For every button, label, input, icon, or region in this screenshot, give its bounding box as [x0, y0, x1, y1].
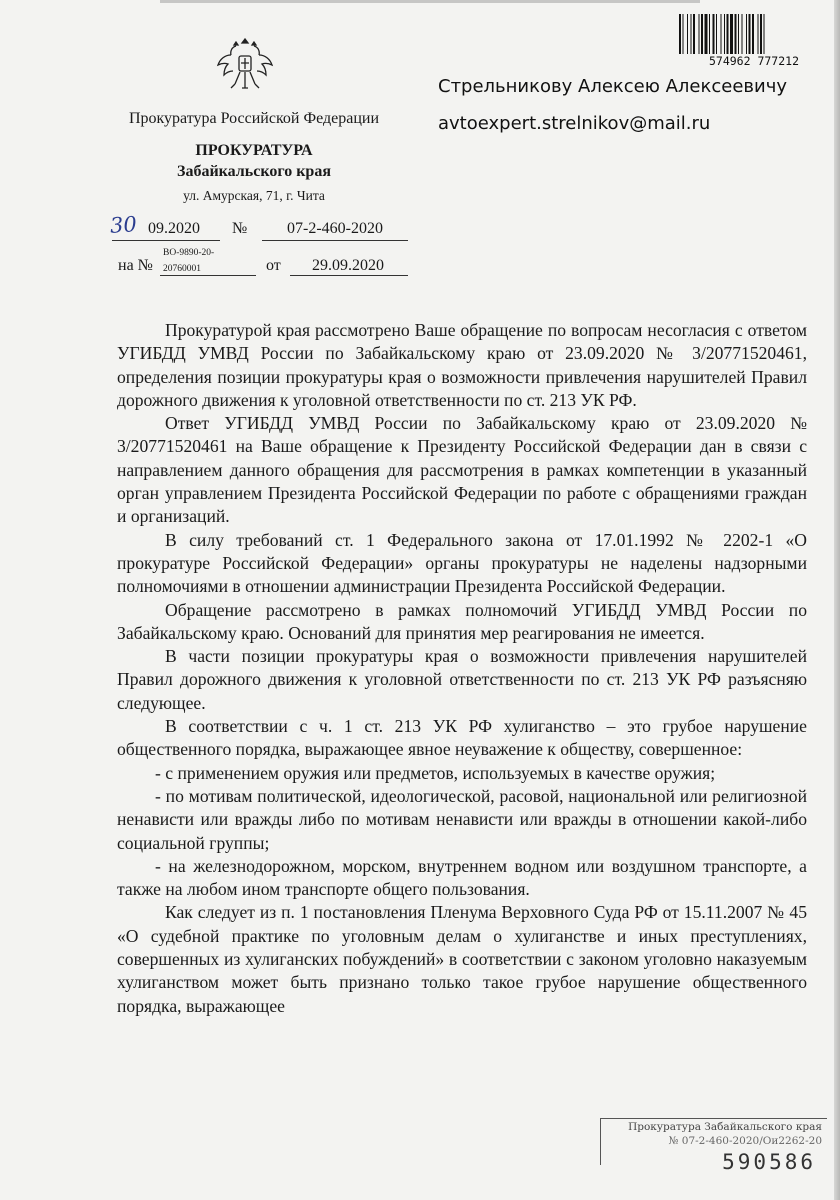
barcode-bar — [746, 14, 747, 54]
dept-title-line2: Забайкальского края — [177, 163, 331, 180]
barcode-bar — [705, 14, 708, 54]
reply-to-number — [163, 245, 253, 277]
body-paragraph: Прокуратурой края рассмотрено Ваше обращение по вопросам несогласия с ответом УГИБДД УМВД России по Забайкальскому краю от 23.09.2020 № 3/20771520461, определения позиции прокуратуры края о возможности привлечения нарушителей Правил дорожного движения к уголовной ответственности по ст. 213 УК РФ. — [117, 320, 807, 410]
body-paragraph: Как следует из п. 1 постановления Пленума Верховного Суда РФ от 15.11.2007 № 45 «О судебной практике по уголовным делам о хулиганстве и иных преступлениях, совершенных из хулиганских побуждений» в соответствии с законом уголовно наказуемым хулиганством может быть признано только такое грубое нарушение общественного порядка, выражающее — [117, 902, 807, 1016]
number-sign: № — [232, 220, 248, 237]
barcode-bar — [727, 14, 729, 54]
double-headed-eagle-emblem-icon — [214, 34, 276, 96]
stamp-number: № 07-2-460-2020/Ои2262-20 — [668, 1135, 822, 1147]
barcode-bar — [749, 14, 751, 54]
reply-to-date: 29.09.2020 — [312, 257, 384, 274]
barcode-bar — [709, 14, 710, 54]
date-underline — [112, 240, 220, 241]
barcode-bar — [730, 14, 733, 54]
body-paragraph: В силу требований ст. 1 Федерального закона от 17.01.1992 № 2202-1 «О прокуратуре Российской Федерации» органы прокуратуры не наделены надзорными полномочиями в отношении администрации Президента Российской Федерации. — [117, 529, 807, 597]
reply-to-prefix: на № — [118, 257, 153, 274]
reply-to-from: от — [266, 257, 281, 274]
outgoing-date: 09.2020 — [148, 220, 200, 237]
barcode-bar — [713, 14, 715, 54]
reply-date-underline — [290, 275, 408, 276]
recipient-name: Стрельникову Алексею Алексеевичу — [438, 76, 788, 97]
barcode-icon — [676, 14, 832, 54]
barcode-bar — [683, 14, 684, 54]
org-name: Прокуратура Российской Федерации — [128, 110, 380, 127]
barcode-bar — [735, 14, 737, 54]
dept-title-line1: ПРОКУРАТУРА — [195, 142, 313, 159]
barcode-bar — [758, 14, 759, 54]
body-paragraph: В части позиции прокуратуры края о возможности привлечения нарушителей Правил дорожного движения к уголовной ответственности по ст. 213 УК РФ разъясняю следующее. — [117, 646, 807, 713]
barcode-bar — [691, 14, 692, 54]
list-item: - с применением оружия или предметов, используемых в качестве оружия; — [155, 762, 716, 783]
barcode-bar — [701, 14, 703, 54]
body-paragraph: Обращение рассмотрено в рамках полномочий УГИБДД УМВД России по Забайкальскому краю. Оснований для принятия мер реагирования не имеется. — [117, 599, 807, 643]
handwritten-day: 30 — [109, 212, 138, 238]
barcode-bar — [699, 14, 700, 54]
body-paragraph: Ответ УГИБДД УМВД России по Забайкальскому краю от 23.09.2020 № 3/20771520461 на Ваше обращение к Президенту Российской Федерации дан в связи с направлением данного обращения для рассмотрения в рамках компетенции в указанный орган управлением Президента Российской Федерации по работе с обращениями граждан и организаций. — [117, 413, 807, 527]
scan-right-edge — [834, 0, 840, 1200]
barcode-bar — [760, 14, 762, 54]
barcode-bar — [679, 14, 681, 54]
barcode-bar — [742, 14, 743, 54]
list-item: - на железнодорожном, морском, внутреннем водном или воздушном транспорте, а также на любом ином транспорте общего пользования. — [117, 855, 807, 900]
barcode-bar — [721, 14, 722, 54]
body-paragraph: В соответствии с ч. 1 ст. 213 УК РФ хулиганство – это грубое нарушение общественного порядка, выражающее явное неуважение к обществу, совершенное: — [117, 716, 807, 760]
stamp-org: Прокуратура Забайкальского края — [628, 1121, 822, 1133]
letter-body — [117, 319, 807, 1018]
barcode-bar — [693, 14, 695, 54]
scan-edge-shadow — [160, 0, 700, 3]
barcode-bar — [752, 14, 754, 54]
list-item: - по мотивам политической, идеологической, расовой, национальной или религиозной ненависти или вражды либо по мотивам ненависти или вражды в отношении какой-либо социальной группы; — [117, 785, 807, 853]
barcode-bar — [716, 14, 717, 54]
barcode-bar — [724, 14, 725, 54]
org-address: ул. Амурская, 71, г. Чита — [183, 188, 325, 203]
stamp-serial: 590586 — [722, 1150, 816, 1174]
barcode-bar — [687, 14, 688, 54]
barcode-bar — [764, 14, 765, 54]
reply-number-underline — [160, 275, 256, 276]
barcode-bar — [738, 14, 739, 54]
dept-title — [118, 140, 390, 182]
reply-to-number-line1: ВО-9890-20- — [163, 248, 215, 258]
reply-to-number-line2: 20760001 — [163, 264, 201, 274]
outgoing-number: 07-2-460-2020 — [287, 220, 383, 237]
recipient-email: avtoexpert.strelnikov@mail.ru — [438, 113, 711, 134]
barcode-number: 574962 777212 — [708, 54, 799, 68]
number-underline — [262, 240, 408, 241]
